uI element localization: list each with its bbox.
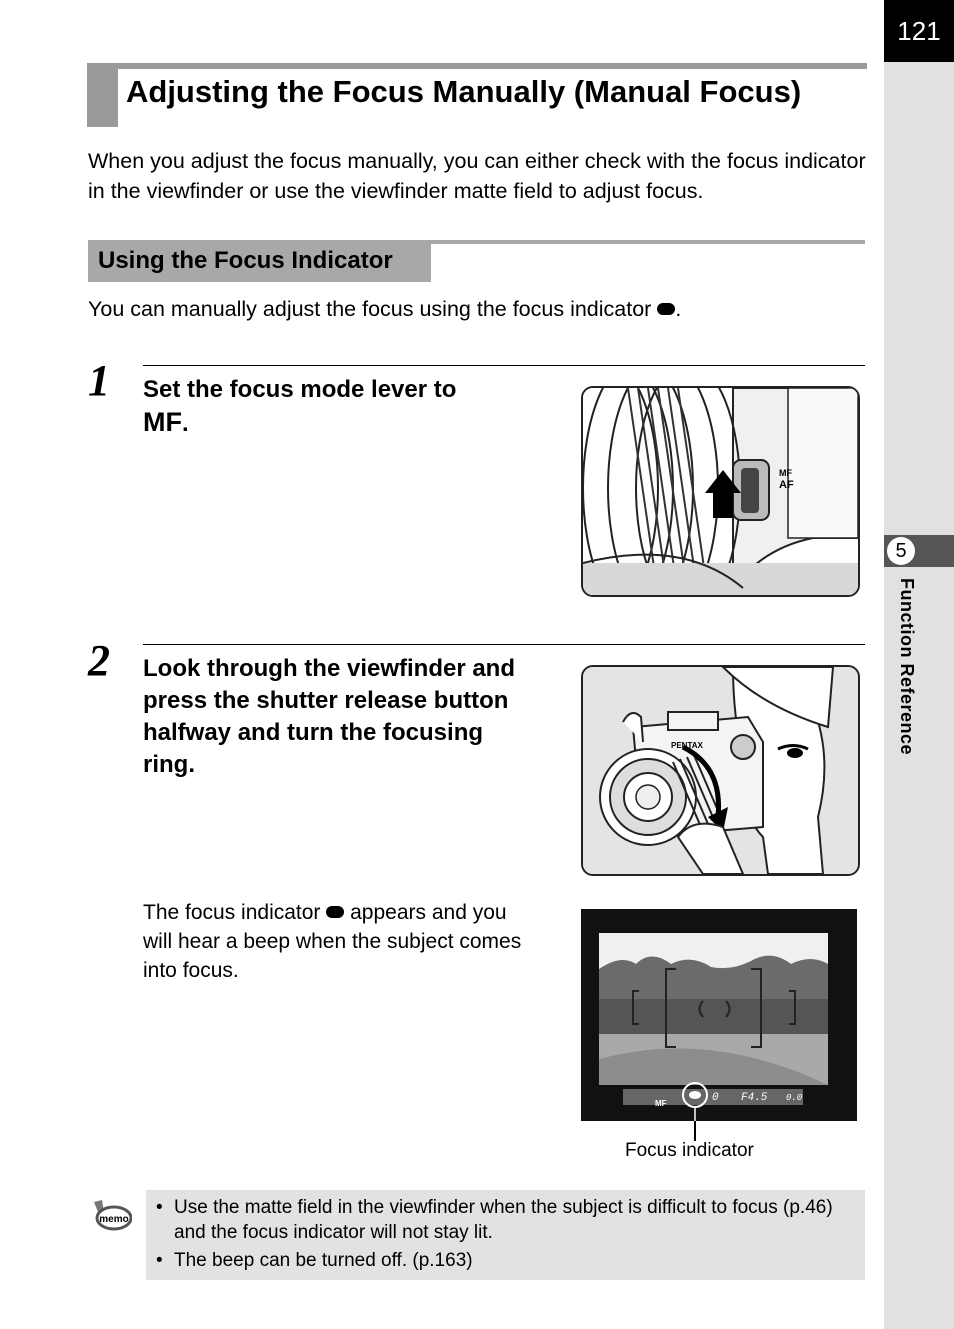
vf-mode-label: MF xyxy=(655,1099,667,1108)
memo-item-2-text: The beep can be turned off. (p.163) xyxy=(174,1250,473,1271)
step-1-instruction: Set the focus mode lever to xyxy=(143,376,457,403)
lever-mf-label: MF xyxy=(779,468,792,478)
note-text-start: The focus indicator xyxy=(143,901,321,924)
section-title: Using the Focus Indicator xyxy=(98,247,393,274)
step-2-text: Look through the viewfinder and press the shutter release button halfway and turn the focusing ring. xyxy=(143,655,515,778)
focus-indicator-icon xyxy=(657,303,675,315)
lead-end: . xyxy=(675,297,682,321)
section-lead xyxy=(88,294,681,324)
step-2-note xyxy=(143,898,533,985)
step-1-rule xyxy=(143,365,865,366)
vf-shutter-label: 0 xyxy=(712,1092,719,1104)
memo-icon xyxy=(92,1198,132,1237)
step-1-text xyxy=(143,374,503,440)
viewfinder-image xyxy=(581,909,857,1121)
page-title: Adjusting the Focus Manually (Manual Focus) xyxy=(126,74,802,109)
page-number: 121 xyxy=(884,0,954,62)
step-2-rule xyxy=(143,644,865,645)
memo-icon-label: memo xyxy=(99,1214,129,1225)
lens-lever-illustration xyxy=(581,386,860,597)
photographer-illustration xyxy=(581,665,860,876)
bullet: • xyxy=(156,1197,163,1218)
caption-leader-line xyxy=(694,1121,696,1141)
lead-text: You can manually adjust the focus using the focus indicator xyxy=(88,297,652,321)
step-2-number: 2 xyxy=(88,636,110,685)
mf-symbol: MF xyxy=(143,407,182,437)
intro-paragraph: When you adjust the focus manually, you can either check with the focus indicator in the viewfinder or use the viewfinder matte field to adjust focus. xyxy=(88,149,866,203)
bullet: • xyxy=(156,1250,163,1271)
lever-af-label: AF xyxy=(779,479,794,491)
step-1-number: 1 xyxy=(88,356,110,405)
focus-indicator-icon-inline xyxy=(326,906,344,918)
vf-ev-label: 0.0 xyxy=(786,1093,803,1103)
step-1-period: . xyxy=(181,410,189,437)
chapter-sidebar xyxy=(884,0,954,1329)
camera-brand-label: PENTAX xyxy=(671,741,703,750)
vf-aperture-label: F4.5 xyxy=(741,1092,768,1104)
note-text-end: appears and you will hear a beep when the subject comes into focus. xyxy=(143,901,522,982)
chapter-label: Function Reference xyxy=(897,578,917,756)
focus-indicator-caption: Focus indicator xyxy=(625,1140,754,1161)
memo-item-1-text: Use the matte field in the viewfinder when the subject is difficult to focus (p.46) and the focus indicator will not stay lit. xyxy=(174,1197,833,1243)
memo-item-2 xyxy=(156,1248,473,1273)
memo-item-1 xyxy=(156,1195,846,1245)
chapter-number: 5 xyxy=(887,537,915,565)
